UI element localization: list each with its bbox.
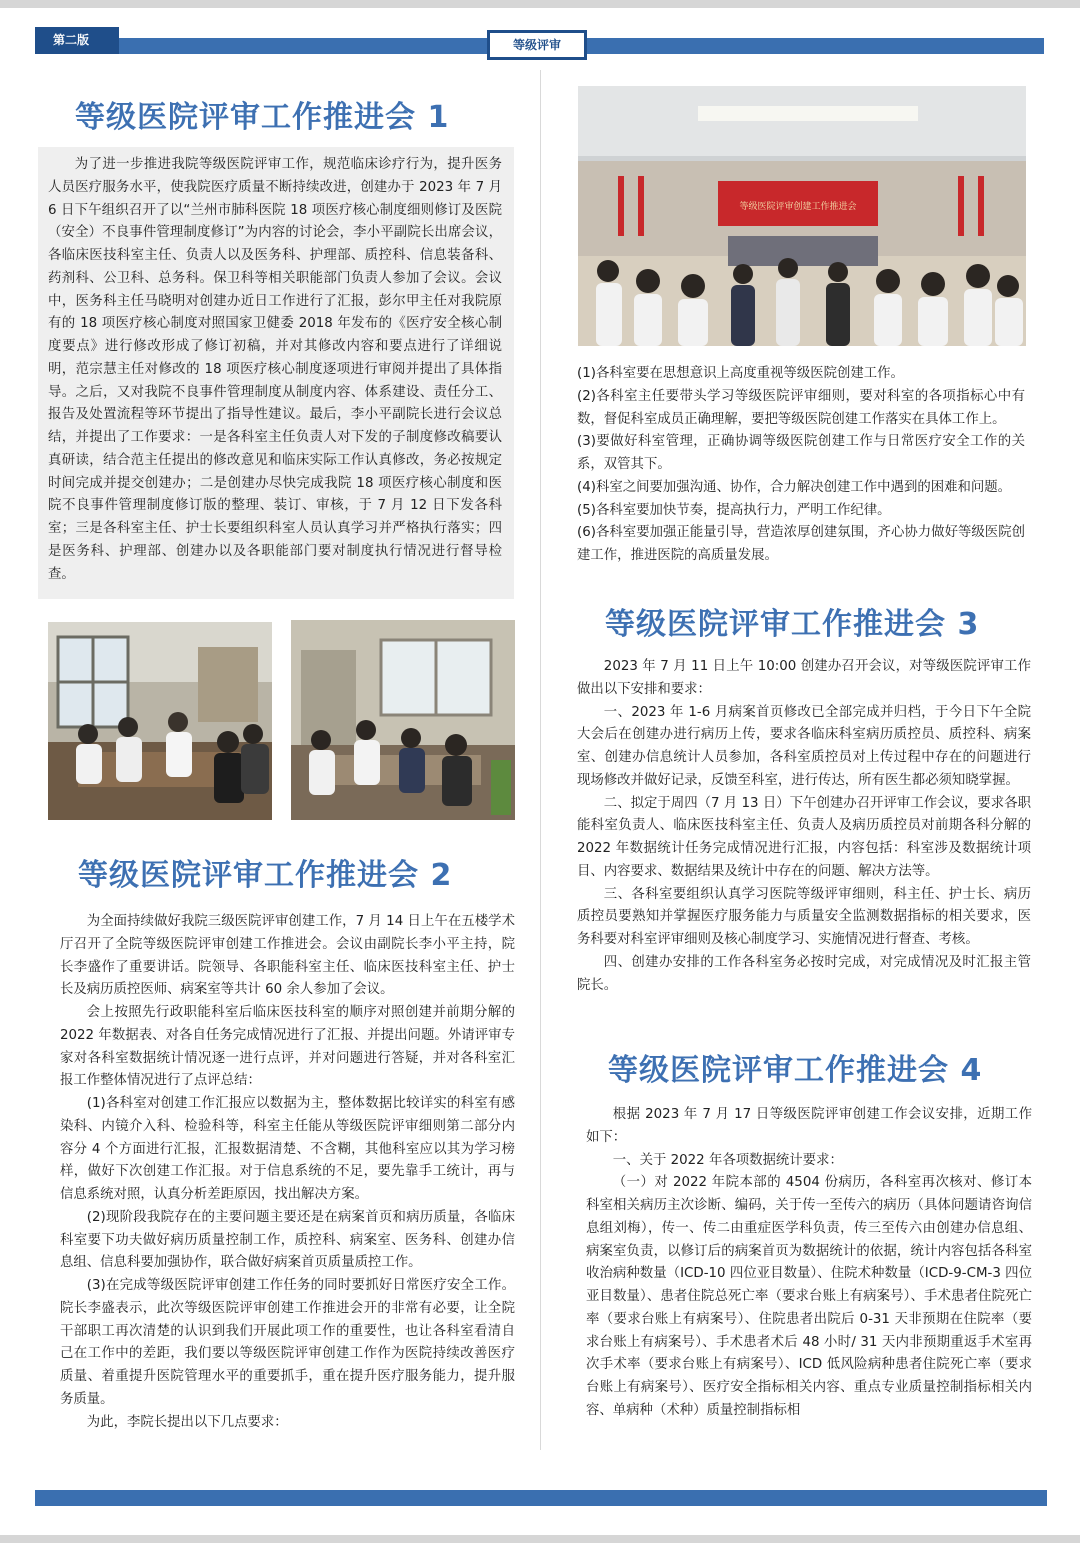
- article2-body: [60, 911, 515, 1434]
- article1-title: 等级医院评审工作推进会 1: [75, 100, 450, 135]
- meeting-photo-2: [291, 620, 515, 820]
- article3-paragraph: 三、各科室要组织认真学习医院等级评审细则，科主任、护士长、病历质控员要熟知并掌握医疗服务能力与质量安全监测数据指标的相关要求，医务科要对科室评审细则及核心制度学习、实施情况进行督查、考核。: [577, 886, 1031, 947]
- edition-label: 第二版: [35, 27, 119, 54]
- article3-paragraph: 四、创建办安排的工作各科室务必按时完成，对完成情况及时汇报主管院长。: [577, 954, 1031, 993]
- article2-paragraph: (1)各科室对创建工作汇报应以数据为主，整体数据比较详实的科室有感染科、内镜介入科、检验科等，科室主任能从等级医院评审细则第二部分内容分 4 个方面进行汇报，汇报数据清楚、不含糊，其他科室应以其为学习榜样，做好下次创建工作汇报。对于信息系统的不足，要先靠手工统计，再与信息系统对照，认真分析差距原因，找出解决方案。: [60, 1096, 515, 1202]
- article3-title: 等级医院评审工作推进会 3: [605, 607, 980, 642]
- article1-paragraph: 为了进一步推进我院等级医院评审工作，规范临床诊疗行为，提升医务人员医疗服务水平，使我院医疗质量不断持续改进，创建办于 2023 年 7 月 6 日下午组织召开了以“兰州市肺科医院 18 项医疗核心制度细则修订及医院（安全）不良事件管理制度修订”为内容的讨论会，李小平副院长出席会议，各临床医技科室主任、负责人以及医务科、护理部、质控科、信息装备科、药剂科、公卫科、总务科。保卫科等相关职能部门负责人参加了会议。会议中，医务科主任马晓明对创建办近日工作进行了汇报，彭尔甲主任对我院原有的 18 项医疗核心制度对照国家卫健委 2018 年发布的《医疗安全核心制度要点》进行修改形成了修订初稿，并对其修改内容和要点进行了详细说明，范宗慧主任对修改的 18 项医疗核心制度逐项进行审阅并提出了具体指导。之后，又对我院不良事件管理制度从制度内容、体系建设、责任分工、报告及处置流程等环节提出了指导性建议。最后，李小平副院长进行会议总结，并提出了工作要求：一是各科室主任负责人对下发的子制度修改稿要认真研读，结合范主任提出的修改意见和临床实际工作认真修改，务必按规定时间完成并提交创建办；二是创建办尽快完成我院 18 项医疗核心制度和医院不良事件管理制度修订版的整理、装订、审核，于 7 月 12 日下发各科室；三是各科室主任、护士长要组织科室人员认真学习并严格执行落实；四是医务科、护理部、创建办以及各职能部门要对制度执行情况进行督导检查。: [48, 157, 502, 582]
- article2-paragraph: 会上按照先行政职能科室后临床医技科室的顺序对照创建并前期分解的 2022 年数据表、对各自任务完成情况进行了汇报、并提出问题。外请评审专家对各科室数据统计情况逐一进行点评，并对问题进行答疑，并对各科室汇报工作整体情况进行了点评总结：: [60, 1005, 515, 1089]
- section-tab: 等级评审: [487, 30, 587, 60]
- requirement-item: (4)科室之间要加强沟通、协作，合力解决创建工作中遇到的困难和问题。: [577, 479, 1012, 495]
- article2-title: 等级医院评审工作推进会 2: [78, 858, 453, 893]
- requirement-item: (2)各科室主任要带头学习等级医院评审细则，要对科室的各项指标心中有数，督促科室成员正确理解，要把等级医院创建工作落实在具体工作上。: [577, 388, 1025, 427]
- article4-paragraph: 一、关于 2022 年各项数据统计要求：: [612, 1152, 843, 1168]
- requirement-item: (6)各科室要加强正能量引导，营造浓厚创建氛围，齐心协力做好等级医院创建工作，推进医院的高质量发展。: [577, 525, 1025, 563]
- requirement-item: (5)各科室要加快节奏，提高执行力，严明工作纪律。: [577, 502, 891, 518]
- top-gray-strip: [0, 0, 1080, 8]
- meeting-photo-1: [48, 622, 272, 820]
- article2-paragraph: 为全面持续做好我院三级医院评审创建工作，7 月 14 日上午在五楼学术厅召开了全院等级医院评审创建工作推进会。会议由副院长李小平主持，院长李盛作了重要讲话。院领导、各职能科室主任、临床医技科室主任、护士长及病历质控医师、病案室等共计 60 余人参加了会议。: [60, 914, 515, 998]
- article4-body: [586, 1104, 1032, 1423]
- article3-paragraph: 二、拟定于周四（7 月 13 日）下午创建办召开评审工作会议，要求各职能科室负责人、临床医技科室主任、负责人及病历质控员对前期各科分解的 2022 年数据统计任务完成情况进行汇报，内容包括：科室涉及数据统计项目、内容要求、数据结果及统计中存在的问题、解决方法等。: [577, 795, 1031, 879]
- article2-paragraph: 为此，李院长提出以下几点要求：: [86, 1414, 288, 1430]
- requirement-item: (3)要做好科室管理，正确协调等级医院创建工作与日常医疗安全工作的关系，双管其下。: [577, 434, 1025, 472]
- article4-title: 等级医院评审工作推进会 4: [608, 1053, 983, 1088]
- article3-body: [577, 656, 1031, 997]
- article4-paragraph: （一）对 2022 年院本部的 4504 份病历，各科室再次核对、修订本科室相关病历主次诊断、编码，关于传一至传六的病历（具体问题请咨询信息组刘梅），传一、传二由重症医学科负责，传三至传六由创建办信息组、病案室负责，以修订后的病案首页为数据统计的依据，统计内容包括各科室收治病种数量（ICD-10 四位亚目数量）、住院术种数量（ICD-9-CM-3 四位亚目数量）、患者住院总死亡率（要求台账上有病案号）、手术患者住院死亡率（要求台账上有病案号）、住院患者出院后 0-31 天非预期在住院率（要求台账上有病案号）、手术患者术后 48 小时/ 31 天内非预期重返手术室再次手术率（要求台账上有病案号）、ICD 低风险病种患者住院死亡率（要求台账上有病案号）、医疗安全指标相关内容、重点专业质量控制指标相关内容、单病种（术种）质量控制指标相: [586, 1175, 1032, 1418]
- article1-body: [48, 154, 502, 586]
- footer-bar: [35, 1490, 1047, 1506]
- column-divider: [540, 70, 541, 1450]
- article4-paragraph: 根据 2023 年 7 月 17 日等级医院评审创建工作会议安排，近期工作如下：: [586, 1107, 1032, 1145]
- banner-text: 等级医院评审创建工作推进会: [739, 202, 857, 212]
- article2-paragraph: (3)在完成等级医院评审创建工作任务的同时要抓好日常医疗安全工作。院长李盛表示，此次等级医院评审创建工作推进会开的非常有必要，让全院干部职工再次清楚的认识到我们开展此项工作的重要性，也让各科室看清自己在工作中的差距，我们要以等级医院评审创建工作作为医院持续改善医疗质量、着重提升医院管理水平的重要抓手，重在提升医疗服务能力，提升服务质量。: [60, 1278, 515, 1407]
- meeting-photo-3: [578, 86, 1026, 346]
- requirements-list: [577, 363, 1025, 568]
- bottom-gray-strip: [0, 1535, 1080, 1543]
- requirement-item: (1)各科室要在思想意识上高度重视等级医院创建工作。: [577, 366, 904, 381]
- article2-paragraph: (2)现阶段我院存在的主要问题主要还是在病案首页和病历质量，各临床科室要下功夫做好病历质量控制工作，质控科、病案室、医务科、创建办信息组、信息科要加强协作，联合做好病案首页质量质控工作。: [60, 1209, 515, 1271]
- article3-paragraph: 2023 年 7 月 11 日上午 10:00 创建办召开会议，对等级医院评审工作做出以下安排和要求：: [577, 659, 1031, 697]
- article3-paragraph: 一、2023 年 1-6 月病案首页修改已全部完成并归档，于今日下午全院大会后在创建办进行病历上传，要求各临床科室病历质控员、质控科、病案室、创建办信息统计人员参加，各科室质控员对上传过程中存在的问题进行现场修改并做好记录，反馈至科室，进行传达，所有医生都必须知晓掌握。: [577, 704, 1031, 788]
